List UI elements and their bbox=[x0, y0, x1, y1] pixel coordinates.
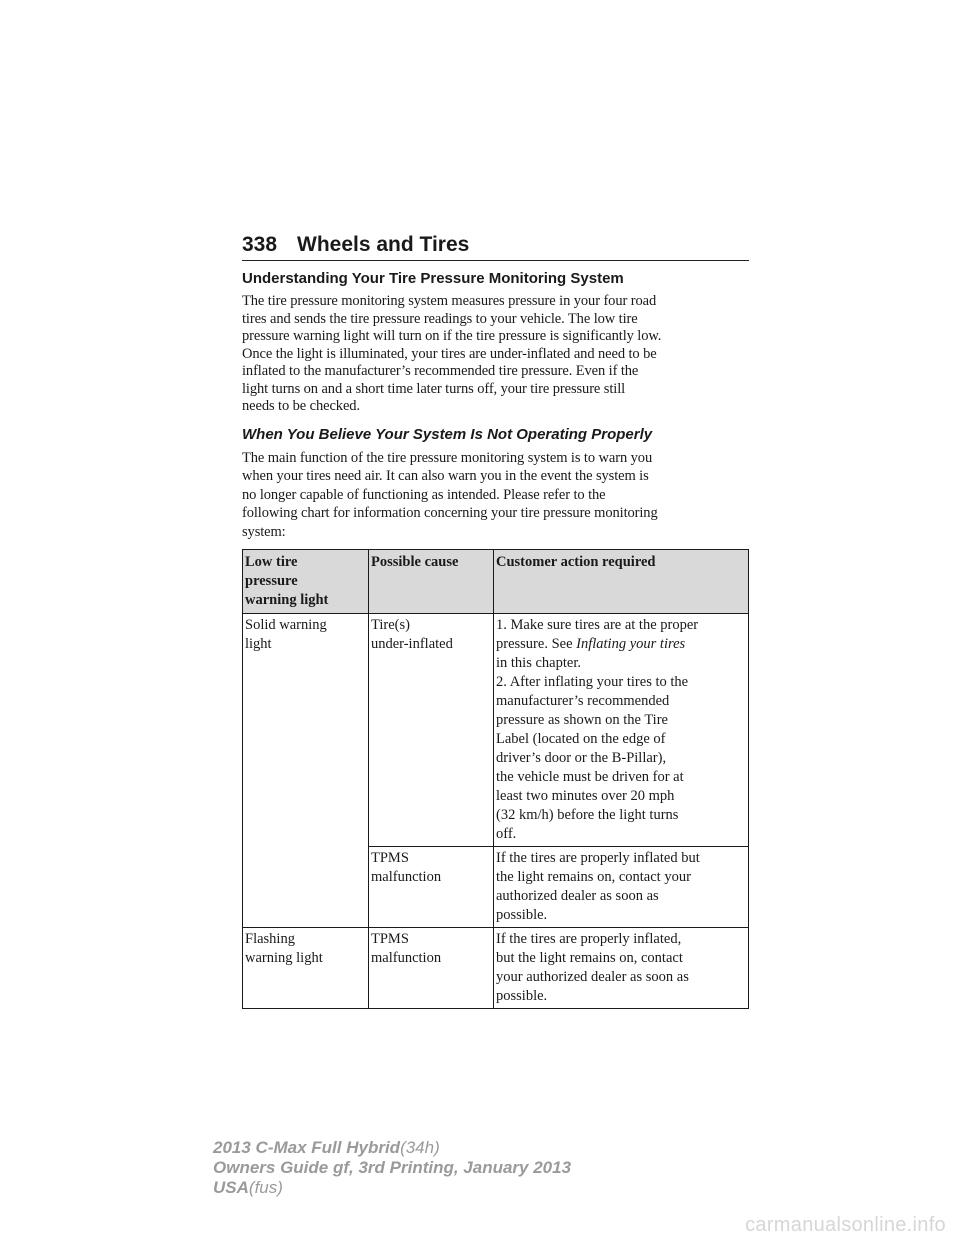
paragraph-not-operating: The main function of the tire pressure monitoring system is to warn you when your tires need air. It can also warn you in the event the system is no longer capable of functioning as intended. Please refer to the following chart for information concerning your tire pressure monitoring system: bbox=[242, 449, 658, 540]
cross-reference-inflating-tires: Inflating your tires bbox=[576, 636, 686, 652]
cell-warning-light-continued bbox=[243, 847, 369, 928]
chapter-title: Wheels and Tires bbox=[297, 233, 470, 256]
page-header bbox=[242, 232, 749, 261]
cell-customer-action: If the tires are properly inflated, but the light remains on, contact your authorized dealer as soon as possible. bbox=[494, 928, 749, 1009]
page-number: 338 bbox=[242, 233, 278, 256]
footer-line-model: 2013 C-Max Full Hybrid(34h) bbox=[213, 1138, 440, 1157]
cell-possible-cause: TPMS malfunction bbox=[369, 847, 494, 928]
table-row bbox=[243, 928, 749, 1009]
table-row bbox=[243, 614, 749, 847]
footer-line-printing: Owners Guide gf, 3rd Printing, January 2013 bbox=[213, 1158, 572, 1177]
page-content bbox=[242, 268, 749, 1009]
cell-warning-light: Solid warning light bbox=[243, 614, 369, 847]
column-header-customer-action: Customer action required bbox=[494, 550, 749, 614]
cell-possible-cause: TPMS malfunction bbox=[369, 928, 494, 1009]
cell-customer-action: 1. Make sure tires are at the proper pressure. See Inflating your tires in this chapter. 2. After inflating your tires to the manufacturer’s recommended pressure as shown on the Tire Label (located on the edge of driver’s door or the B-Pillar), the vehicle must be driven for at least two minutes over 20 mph (32 km/h) before the light turns off. bbox=[494, 614, 749, 847]
paragraph-tpms-intro: The tire pressure monitoring system measures pressure in your four road tires and sends the tire pressure readings to your vehicle. The low tire pressure warning light will turn on if the tire pressure is significantly low. Once the light is illuminated, your tires are under-inflated and need to be inflated to the manufacturer’s recommended tire pressure. Even if the light turns on and a short time later turns off, your tire pressure still needs to be checked. bbox=[242, 293, 662, 414]
table-header-row bbox=[243, 550, 749, 614]
table-row bbox=[243, 847, 749, 928]
section-heading-tpms: Understanding Your Tire Pressure Monitoring System bbox=[242, 270, 624, 287]
section-heading-not-operating: When You Believe Your System Is Not Operating Properly bbox=[242, 425, 653, 443]
tpms-chart-table bbox=[242, 549, 749, 1009]
site-watermark: carmanualsonline.info bbox=[745, 1214, 946, 1236]
cell-warning-light: Flashing warning light bbox=[243, 928, 369, 1009]
document-footer bbox=[213, 1138, 571, 1198]
column-header-warning-light: Low tire pressure warning light bbox=[243, 550, 369, 614]
footer-line-region: USA(fus) bbox=[213, 1178, 283, 1197]
cell-customer-action: If the tires are properly inflated but the light remains on, contact your authorized dealer as soon as possible. bbox=[494, 847, 749, 928]
cell-possible-cause: Tire(s) under-inflated bbox=[369, 614, 494, 847]
column-header-possible-cause: Possible cause bbox=[369, 550, 494, 614]
